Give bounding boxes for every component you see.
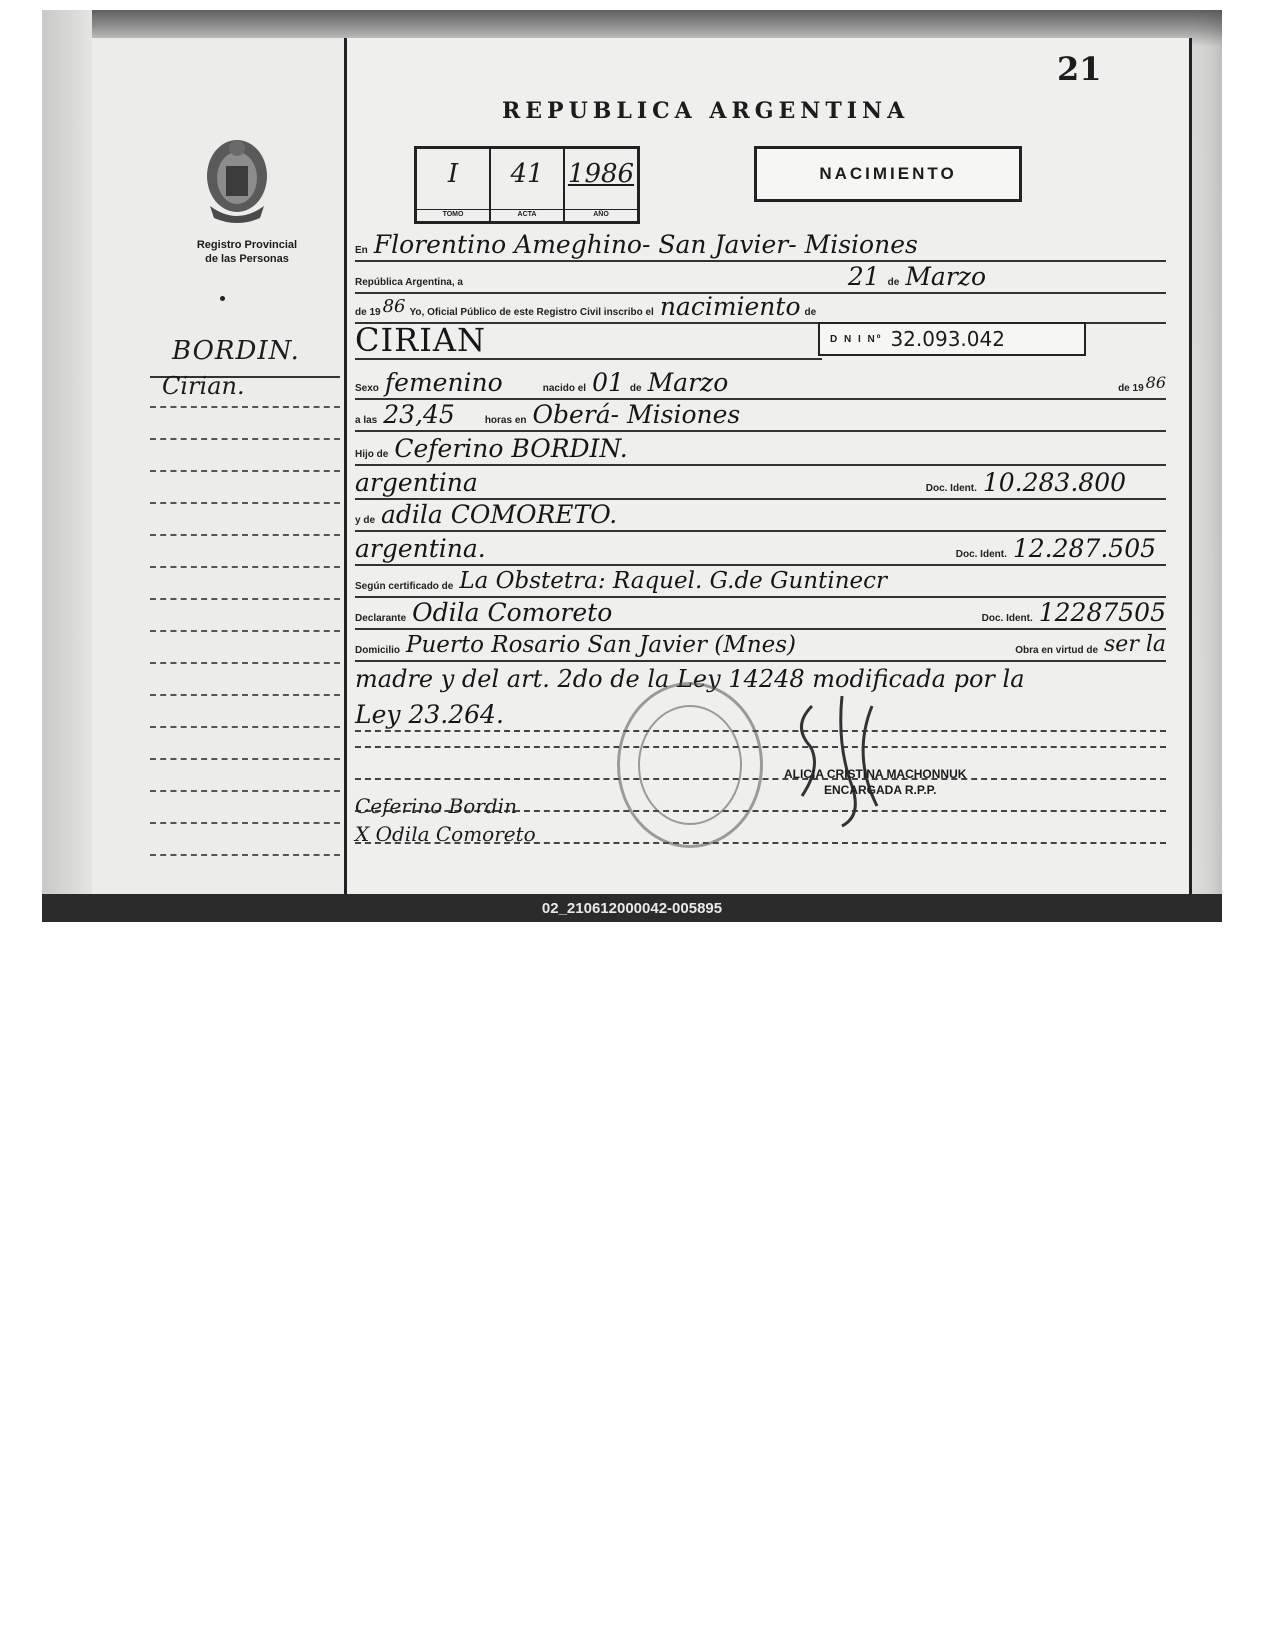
label-segun: Según certificado de (355, 581, 454, 592)
side-line (150, 726, 340, 728)
label-year-prefix: de 19 (355, 307, 381, 318)
side-line (150, 598, 340, 600)
side-line (150, 502, 340, 504)
seal-inner-ring (638, 705, 742, 825)
side-line (150, 470, 340, 472)
mother-nationality: argentina. (355, 534, 486, 563)
side-line (150, 854, 340, 856)
label-horas: horas en (484, 415, 527, 426)
mother-doc: 12.287.505 (1012, 534, 1156, 563)
scan-id: 02_210612000042-005895 (541, 899, 723, 917)
official-name-text: ALICIA CRISTINA MACHONNUK (784, 767, 967, 781)
label-sexo: Sexo (355, 383, 379, 394)
birth-year: 86 (1145, 373, 1166, 392)
row-en (355, 230, 1166, 262)
side-line (150, 822, 340, 824)
record-type-box: NACIMIENTO (754, 146, 1022, 202)
dni-box (818, 322, 1086, 356)
side-line (150, 662, 340, 664)
label-doc-ident-2: Doc. Ident. (955, 549, 1007, 560)
obra-value: ser la (1104, 632, 1166, 657)
registry-name (172, 238, 322, 266)
row-certificado (355, 566, 1166, 598)
label-domicilio: Domicilio (355, 645, 401, 656)
scanned-record (42, 10, 1222, 922)
side-line (150, 694, 340, 696)
row-mother (355, 500, 1166, 532)
registration-month: Marzo (905, 262, 986, 291)
ano-cell (565, 149, 637, 221)
side-line (150, 438, 340, 440)
side-given-name: Cirian. (162, 372, 245, 400)
page-number: 21 (1057, 50, 1102, 88)
row-date (355, 262, 1166, 294)
birth-day: 01 (592, 368, 624, 397)
row-oficial (355, 292, 1166, 324)
label-doc-ident: Doc. Ident. (925, 483, 977, 494)
side-line (150, 534, 340, 536)
father-nationality: argentina (355, 468, 478, 497)
registration-day: 21 (847, 262, 880, 291)
act-type: nacimiento (659, 292, 801, 321)
label-birth-de: de (629, 383, 642, 394)
acta-cell (491, 149, 565, 221)
father-doc: 10.283.800 (982, 468, 1126, 497)
domicile: Puerto Rosario San Javier (Mnes) (406, 632, 797, 658)
mother-name: adila COMORETO. (381, 500, 618, 529)
label-en: En (355, 245, 368, 256)
label-declarante: Declarante (355, 613, 407, 624)
label-nacido: nacido el (542, 383, 587, 394)
father-signature: Ceferino Bordin (355, 794, 517, 818)
child-name: CIRIAN (355, 321, 486, 359)
sex-value: femenino (384, 368, 503, 397)
official-name (784, 766, 966, 798)
birth-place: Oberá- Misiones (532, 400, 741, 429)
label-hijo: Hijo de (355, 449, 389, 460)
acta-label: ACTA (491, 209, 563, 218)
side-surname: BORDIN. (172, 336, 300, 366)
acta-value: 41 (510, 159, 544, 189)
birth-month: Marzo (647, 368, 729, 397)
row-declarante (355, 598, 1166, 630)
label-alas: a las (355, 415, 378, 426)
row-domicilio (355, 630, 1166, 662)
ano-label: AÑO (565, 209, 637, 218)
legal-text-2: Ley 23.264. (355, 700, 504, 729)
label-de19: de 19 (1118, 383, 1144, 394)
side-line (150, 630, 340, 632)
row-legal-1 (355, 664, 1166, 694)
row-time (355, 400, 1166, 432)
official-seal (617, 682, 763, 848)
registry-line-2: de las Personas (205, 253, 289, 265)
birth-time: 23,45 (383, 400, 455, 429)
side-line (150, 790, 340, 792)
mother-signature: X Odila Comoreto (355, 822, 536, 846)
father-name: Ceferino BORDIN. (394, 434, 628, 463)
certificate-issuer: La Obstetra: Raquel. G.de Guntinecr (459, 568, 887, 594)
side-line (150, 406, 340, 408)
scan-edge (42, 10, 92, 922)
declarant-doc: 12287505 (1038, 598, 1166, 627)
side-line (150, 566, 340, 568)
official-role: ENCARGADA R.P.P. (824, 783, 937, 797)
ano-value: 1986 (567, 159, 635, 189)
scan-id-bar (42, 894, 1222, 922)
row-legal-2 (355, 700, 1166, 732)
label-yde: y de (355, 515, 376, 526)
row-name (355, 322, 822, 360)
registry-line-1: Registro Provincial (196, 239, 298, 251)
legal-text-1: madre y del art. 2do de la Ley 14248 modificada por la (355, 665, 1025, 693)
label-republica: República Argentina, a (355, 277, 463, 288)
official-signature-icon (782, 686, 922, 836)
place-of-registration: Florentino Ameghino- San Javier- Misiones (373, 230, 918, 259)
tomo-label: TOMO (417, 209, 489, 218)
label-obra: Obra en virtud de (1015, 645, 1099, 656)
dni-label: D N I Nº (830, 333, 883, 345)
registration-year: 86 (382, 296, 406, 317)
coat-of-arms-icon (200, 136, 274, 226)
label-doc-ident-3: Doc. Ident. (981, 613, 1033, 624)
row-father (355, 434, 1166, 466)
label-de-small: de (804, 307, 817, 318)
row-mother-nat (355, 534, 1166, 566)
label-oficial: Yo, Oficial Público de este Registro Civil inscribo el (409, 307, 654, 318)
tomo-cell (417, 149, 491, 221)
row-father-nat (355, 468, 1166, 500)
row-sexo (355, 368, 1166, 400)
declarant-name: Odila Comoreto (412, 598, 613, 627)
country-heading: REPUBLICA ARGENTINA (502, 98, 910, 124)
label-de: de (887, 277, 900, 288)
bullet-mark (220, 296, 225, 301)
reference-box (414, 146, 640, 224)
tomo-value: I (447, 159, 459, 189)
dni-value: 32.093.042 (890, 327, 1005, 351)
side-line (150, 758, 340, 760)
